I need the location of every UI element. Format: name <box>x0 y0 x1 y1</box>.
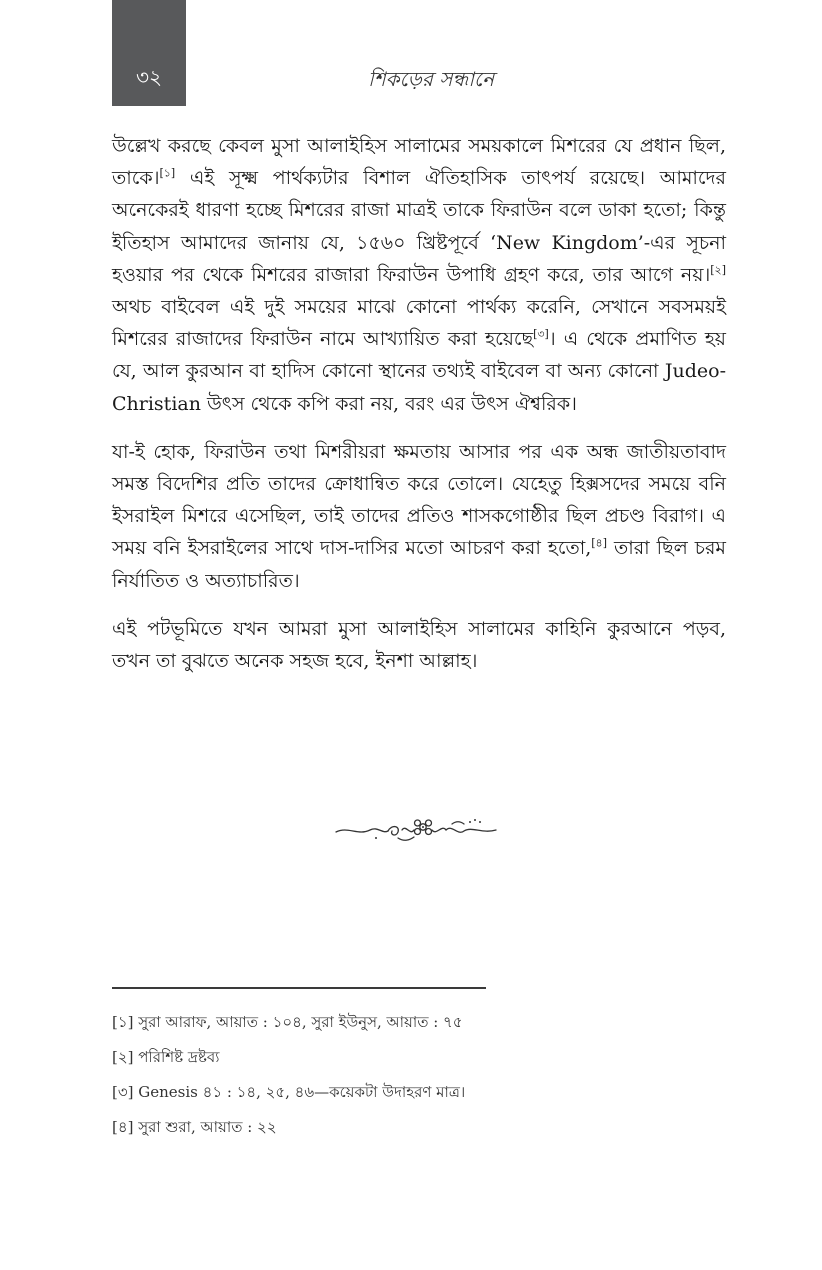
page-number: ৩২ <box>135 65 162 89</box>
paragraph-1-text-a: উল্লেখ করছে কেবল মুসা আলাইহিস সালামের সময়কালে মিশরের যে প্রধান ছিল, তাকে। <box>112 135 726 190</box>
footnote-divider <box>112 987 486 989</box>
footnote-1: [১] সুরা আরাফ, আয়াত : ১০৪, সুরা ইউনুস, আয়াত : ৭৫ <box>112 1013 463 1031</box>
floral-divider-icon <box>330 812 502 848</box>
page-number-tab <box>112 0 186 106</box>
footnotes <box>112 1012 712 1152</box>
paragraph-3: এই পটভূমিতে যখন আমরা মুসা আলাইহিস সালামের কাহিনি কুরআনে পড়ব, তখন তা বুঝতে অনেক সহজ হবে, ইনশা আল্লাহ। <box>112 617 726 673</box>
body-text <box>112 130 726 693</box>
footnote-ref-1[interactable]: [১] <box>159 166 176 180</box>
paragraph-2-text-a: যা-ই হোক, ফিরাউন তথা মিশরীয়রা ক্ষমতায় আসার পর এক অন্ধ জাতীয়তাবাদ সমস্ত বিদেশির প্রতি তাদের ক্রোধান্বিত করে তোলে। যেহেতু হিক্সসদের সময়ে বনি ইসরাইল মিশরে এসেছিল, তাই তাদের প্রতিও শাসকগোষ্ঠীর ছিল প্রচণ্ড বিরাগ। এ সময় বনি ইসরাইলের সাথে দাস-দাসির মতো আচরণ করা হতো, <box>112 440 726 560</box>
footnote-ref-3[interactable]: [৩] <box>533 327 549 341</box>
footnote-2: [২] পরিশিষ্ট দ্রষ্টব্য <box>112 1048 220 1066</box>
footnote-ref-2[interactable]: [২] <box>710 263 726 277</box>
running-title: শিকড়ের সন্ধানে <box>367 67 495 91</box>
paragraph-1-text-b: এই সূক্ষ্ম পার্থক্যটার বিশাল ঐতিহাসিক তাৎপর্য রয়েছে। আমাদের অনেকেরই ধারণা হচ্ছে মিশরের রাজা মাত্রই তাকে ফিরাউন বলে ডাকা হতো; কিন্তু ইতিহাস আমাদের জানায় যে, ১৫৬০ খ্রিষ্টপূর্বে ‘New Kingdom’-এর সূচনা হওয়ার পর থেকে মিশরের রাজারা ফিরাউন উপাধি গ্রহণ করে, তার আগে নয়। <box>112 167 726 286</box>
paragraph-2-text-b: তারা ছিল চরম নির্যাতিত ও অত্যাচারিত। <box>112 537 726 592</box>
paragraph-1 <box>112 130 726 420</box>
footnote-ref-4[interactable]: [৪] <box>591 537 607 551</box>
paragraph-2 <box>112 436 726 597</box>
paragraph-1-text-c: অথচ বাইবেল এই দুই সময়ের মাঝে কোনো পার্থক্য করেনি, সেখানে সবসময়ই মিশরের রাজাদের ফিরাউন নামে আখ্যায়িত করা হয়েছে <box>112 296 726 351</box>
footnote-4: [৪] সুরা শুরা, আয়াত : ২২ <box>112 1118 277 1136</box>
footnote-3: [৩] Genesis ৪১ : ১৪, ২৫, ৪৬—কয়েকটা উদাহরণ মাত্র। <box>112 1083 466 1101</box>
paragraph-1-text-d: । এ থেকে প্রমাণিত হয় যে, আল কুরআন বা হাদিস কোনো স্থানের তথ্যই বাইবেল বা অন্য কোনো Judeo-Christian উৎস থেকে কপি করা নয়, বরং এর উৎস ঐশ্বরিক। <box>112 328 726 415</box>
